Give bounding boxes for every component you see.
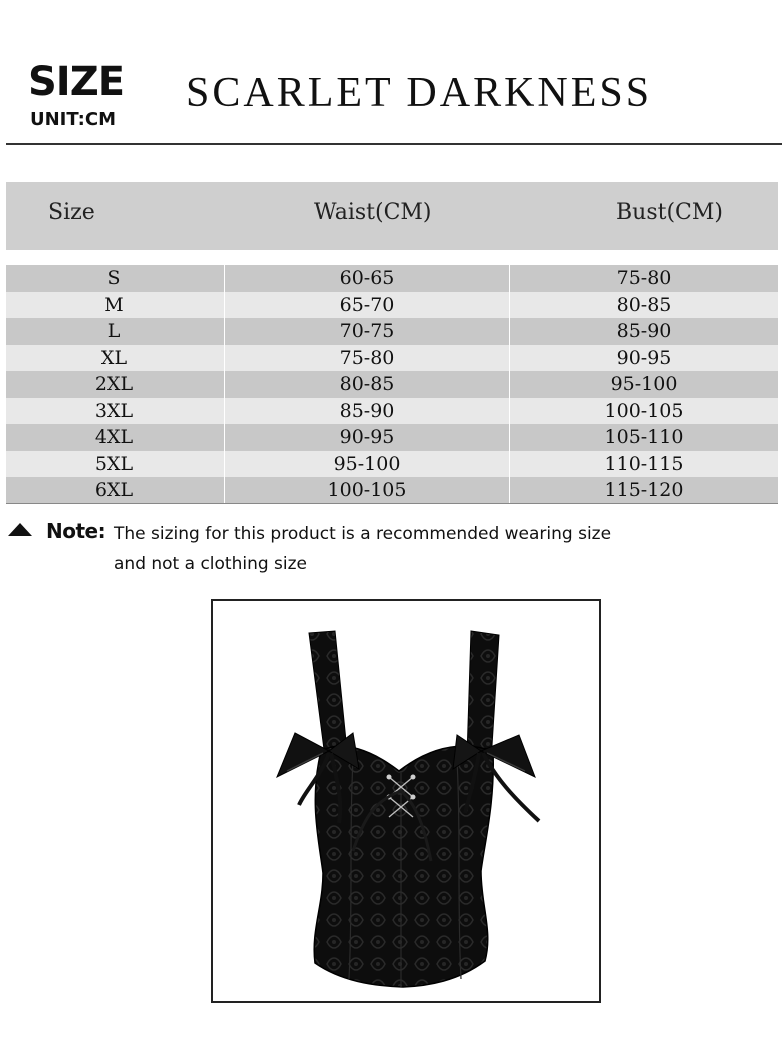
table-bottom-divider xyxy=(6,503,778,504)
size-title: SIZE xyxy=(28,59,125,105)
brand-name: SCARLET DARKNESS xyxy=(186,70,653,116)
page-header xyxy=(0,0,782,146)
waist-cell: 65-70 xyxy=(224,292,510,319)
table-row xyxy=(6,451,778,478)
bust-cell: 105-110 xyxy=(604,426,684,449)
size-cell: 5XL xyxy=(94,452,134,475)
note-text xyxy=(114,519,694,579)
header-divider xyxy=(6,143,782,145)
corset-illustration xyxy=(213,601,599,1001)
waist-cell: 70-75 xyxy=(224,318,510,345)
bust-cell: 85-90 xyxy=(616,320,672,343)
table-row xyxy=(6,265,778,292)
waist-cell: 75-80 xyxy=(224,345,510,372)
size-cell: S xyxy=(107,267,121,290)
waist-cell: 60-65 xyxy=(224,265,510,292)
product-photo xyxy=(211,599,601,1003)
size-cell: 3XL xyxy=(94,399,134,422)
column-header-waist: Waist(CM) xyxy=(314,200,432,225)
size-table-body xyxy=(6,265,778,504)
table-row xyxy=(6,371,778,398)
bust-cell: 110-115 xyxy=(604,452,684,475)
table-row xyxy=(6,292,778,319)
note-label: Note: xyxy=(46,519,106,543)
triangle-up-icon xyxy=(8,523,32,536)
waist-cell: 80-85 xyxy=(224,371,510,398)
size-cell: 4XL xyxy=(94,426,134,449)
waist-cell: 85-90 xyxy=(224,398,510,425)
bust-cell: 100-105 xyxy=(604,399,684,422)
note-line-2: and not a clothing size xyxy=(114,554,308,574)
table-row xyxy=(6,424,778,451)
size-cell: 6XL xyxy=(94,479,134,502)
table-row xyxy=(6,318,778,345)
note-line-1: The sizing for this product is a recommended wearing size xyxy=(114,524,612,544)
table-row xyxy=(6,477,778,504)
unit-label: UNIT:CM xyxy=(30,109,116,130)
size-cell: 2XL xyxy=(94,373,134,396)
bust-cell: 115-120 xyxy=(604,479,684,502)
table-row xyxy=(6,345,778,372)
size-cell: L xyxy=(107,320,121,343)
size-cell: M xyxy=(104,293,124,316)
column-header-size: Size xyxy=(48,200,95,225)
waist-cell: 90-95 xyxy=(224,424,510,451)
size-cell: XL xyxy=(100,346,128,369)
bust-cell: 75-80 xyxy=(616,267,672,290)
bust-cell: 80-85 xyxy=(616,293,672,316)
table-row xyxy=(6,398,778,425)
column-header-bust: Bust(CM) xyxy=(616,200,723,225)
waist-cell: 95-100 xyxy=(224,451,510,478)
bust-cell: 95-100 xyxy=(610,373,678,396)
bust-cell: 90-95 xyxy=(616,346,672,369)
size-table-header xyxy=(6,182,778,250)
waist-cell: 100-105 xyxy=(224,477,510,504)
